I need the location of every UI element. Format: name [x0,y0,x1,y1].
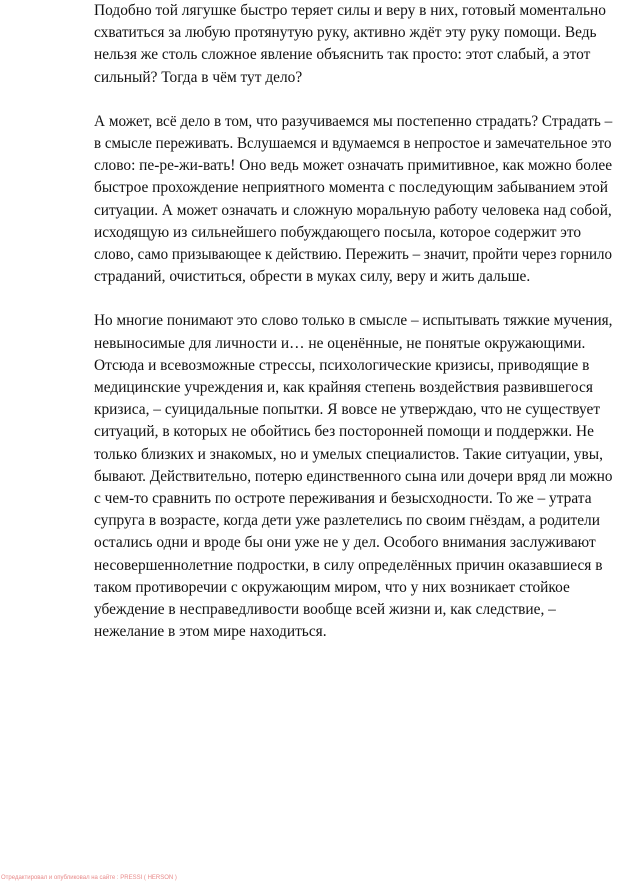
text-line: А может, всё дело в том, что разучиваемся мы постепенно страдать? Страдать – [94,112,613,130]
text-line: исходящую из сильнейшего побуждающего посыла, которое содержит это [94,223,582,241]
text-line: супруга в возрасте, когда дети уже разлетелись по своим гнёздам, а родители [94,512,600,530]
publisher-watermark: Отредактировал и опубликовал на сайте : PRESSI ( HERSON ) [1,875,177,881]
text-line: с чем-то сравнить по остроте переживания и безысходности. То же – утрата [94,490,592,508]
text-line: нежелание в этом мире находиться. [94,623,327,641]
text-line: бывают. Действительно, потерю единственного сына или дочери вряд ли можно [94,467,613,485]
text-line: ситуации. А может означать и сложную моральную работу человека над собой, [94,201,612,219]
text-line: несовершеннолетние подростки, в силу определённых причин оказавшиеся в [94,556,603,574]
text-line: слово, само призывающее к действию. Пережить – значит, пройти через горнило [94,246,613,264]
text-line: медицинские учреждения и, как крайняя степень воздействия развившегося [94,379,593,397]
text-line: страданий, очиститься, обрести в муках силу, веру и жить дальше. [94,268,531,286]
text-line: нельзя же столь сложное явление объяснить так просто: этот слабый, а этот [94,46,591,64]
text-line: остались одни и вроде бы они уже не у дел. Особого внимания заслуживают [94,534,596,552]
text-line: слово: пе-ре-жи-вать! Оно ведь может означать примитивное, как можно более [94,157,613,175]
text-line: таком противоречии с окружающим миром, что у них возникает стойкое [94,578,570,596]
text-line: сильный? Тогда в чём тут дело? [94,68,303,86]
text-line: кризиса, – суицидальные попытки. Я вовсе не утверждаю, что не существует [94,401,601,419]
paragraph-1 [94,0,604,89]
text-line: Отсюда и всевозможные стрессы, психологические кризисы, приводящие в [94,356,590,374]
paragraph-3 [94,310,613,643]
text-line: Но многие понимают это слово только в смысле – испытывать тяжкие мучения, [94,312,613,330]
text-line: только близких и знакомых, но и умелых специалистов. Такие ситуации, увы, [94,445,603,463]
text-line: Подобно той лягушке быстро теряет силы и веру в них, готовый моментально [94,2,606,19]
text-line: невыносимые для личности и… не оценённые, не понятые окружающими. [94,334,586,352]
text-line: ситуаций, в которых не обойтись без посторонней помощи и поддержки. Не [94,423,594,441]
text-line: убеждение в несправедливости вообще всей жизни и, как следствие, – [94,601,556,619]
paragraph-2 [94,111,613,289]
text-line: схватиться за любую протянутую руку, активно ждёт эту руку помощи. Ведь [94,24,597,42]
text-line: быстрое прохождение неприятного момента с последующим забыванием этой [94,179,609,197]
text-line: в смысле переживать. Вслушаемся и вдумаемся в непростое и замечательное это [94,135,612,153]
document-body [94,0,613,665]
